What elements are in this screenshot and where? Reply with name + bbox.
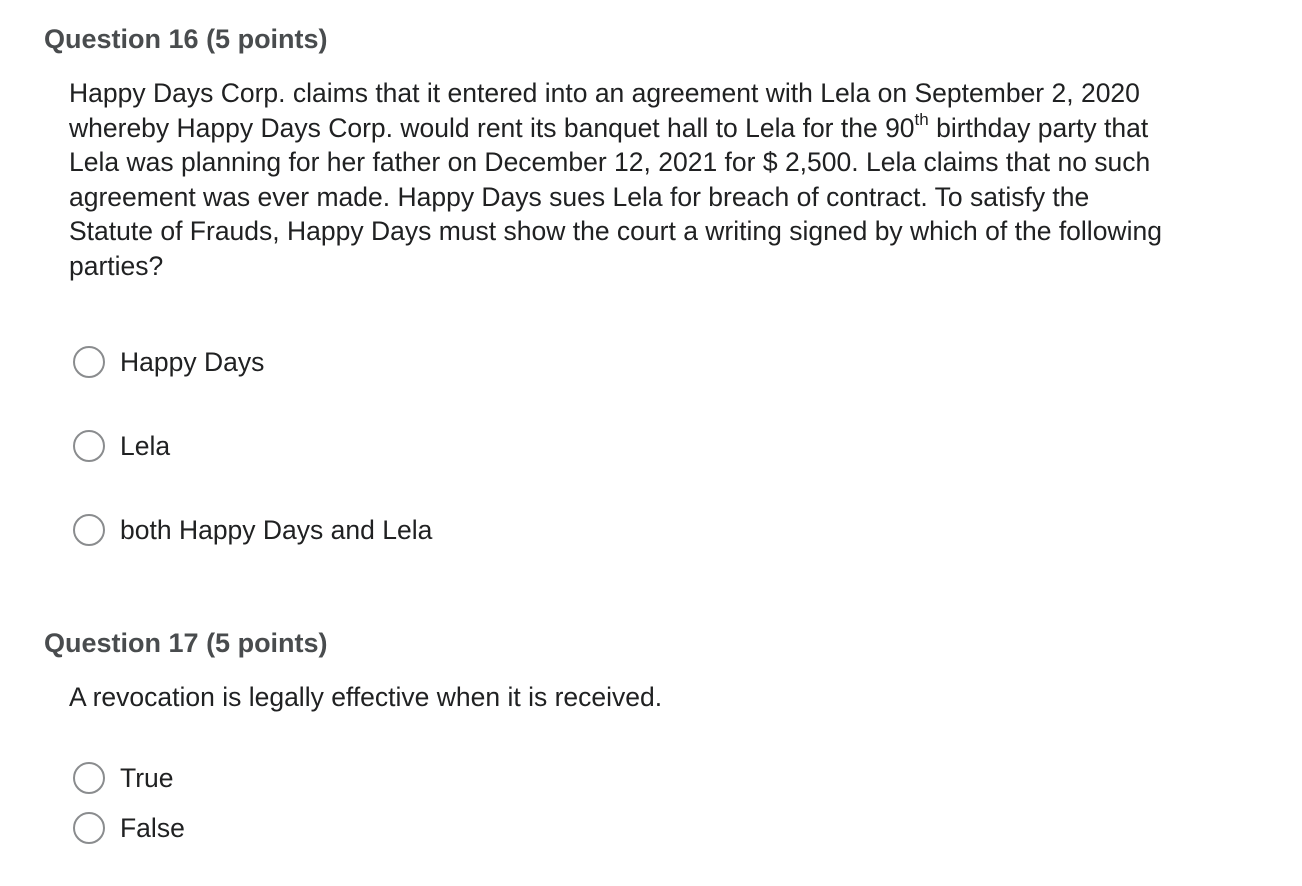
answer-option-label[interactable]: both Happy Days and Lela — [120, 514, 433, 545]
radio-button[interactable] — [73, 514, 105, 546]
radio-button[interactable] — [73, 762, 105, 794]
radio-button[interactable] — [73, 346, 105, 378]
question-number: Question 17 — [44, 628, 199, 658]
question-text: A revocation is legally effective when it is received. — [69, 682, 663, 712]
question-points: (5 points) — [206, 628, 328, 658]
ordinal-superscript: th — [914, 109, 929, 129]
answer-option-label[interactable]: Happy Days — [120, 346, 265, 377]
question-number: Question 16 — [44, 24, 199, 54]
question-header — [44, 22, 1264, 56]
answer-option-both[interactable] — [73, 510, 432, 550]
question-17 — [44, 626, 1264, 843]
question-16 — [44, 22, 1264, 545]
answer-option-label[interactable]: True — [120, 762, 174, 793]
radio-button[interactable] — [73, 430, 105, 462]
answer-option-lela[interactable] — [73, 426, 170, 466]
question-text-part2: birthday party that Lela was planning for her father on December 12, 2021 for $ 2,500. Lela claims that no such agreement was ever made. Happy Days sues Lela for breach of contract. To satisfy the Statute of Frauds, Happy Days must show the court a writing signed by which of the following parties? — [69, 112, 1162, 281]
radio-button[interactable] — [73, 812, 105, 844]
answer-option-happy-days[interactable] — [73, 342, 264, 382]
answer-option-label[interactable]: Lela — [120, 430, 171, 461]
question-header — [44, 626, 1264, 660]
question-text — [69, 76, 1169, 283]
answer-option-false[interactable] — [73, 808, 185, 848]
answer-option-label[interactable]: False — [120, 812, 185, 843]
question-text-part1: Happy Days Corp. claims that it entered into an agreement with Lela on September 2, 2020 whereby Happy Days Corp. would rent its banquet hall to Lela for the 90 — [69, 78, 1140, 143]
answer-option-true[interactable] — [73, 758, 174, 798]
question-points: (5 points) — [206, 24, 328, 54]
